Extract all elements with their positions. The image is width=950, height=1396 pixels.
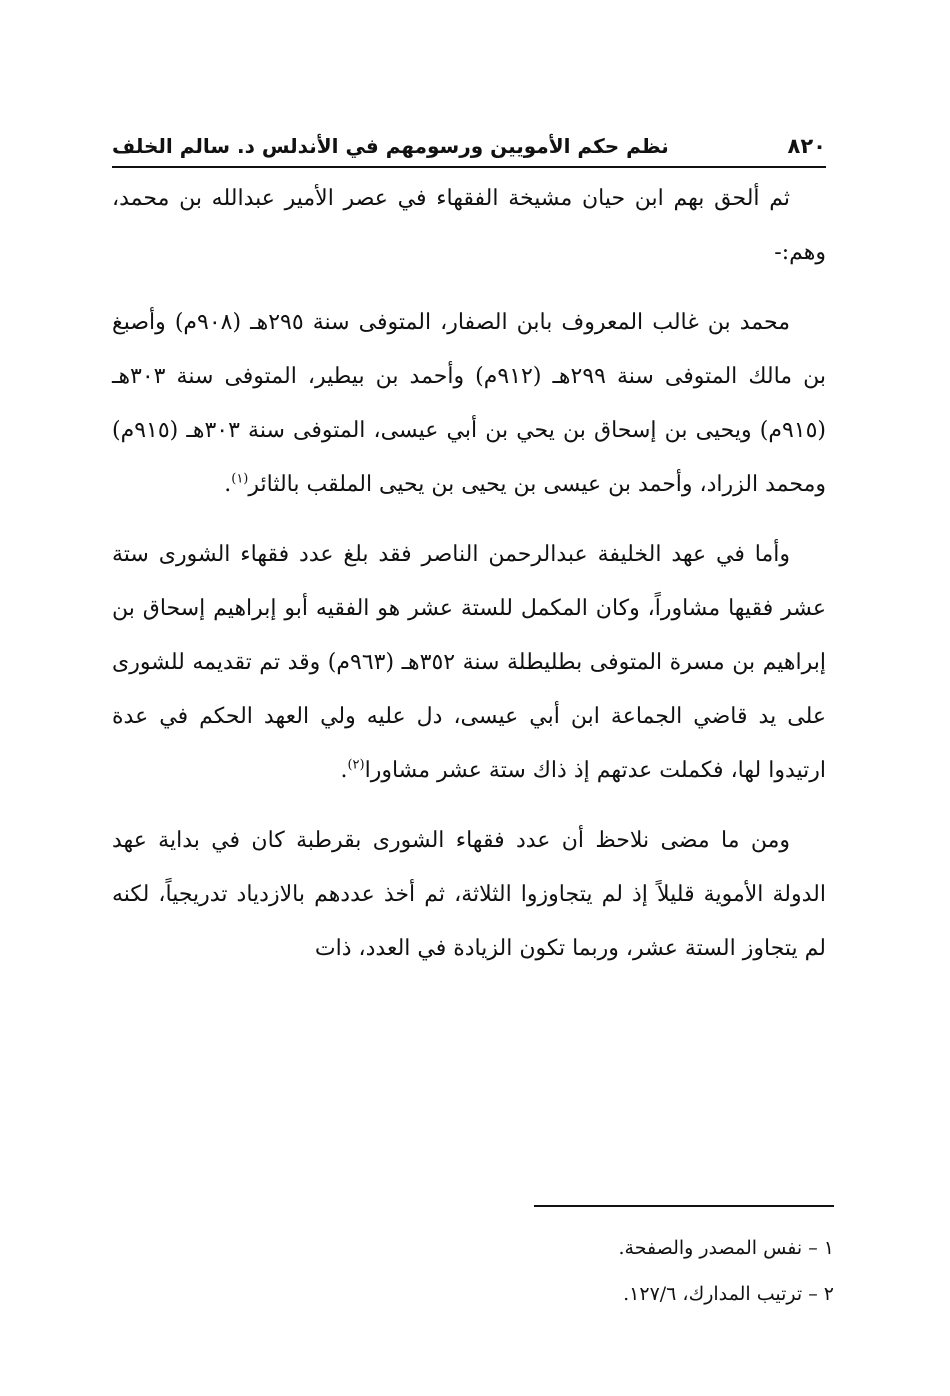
paragraph-3-text: وأما في عهد الخليفة عبدالرحمن الناصر فقد بلغ عدد فقهاء الشورى ستة عشر فقيها مشاوراً، وكان المكمل للستة عشر هو الفقيه أبو إبراهيم إسحاق بن إبراهيم بن مسرة المتوفى بطليطلة سنة ٣٥٢هـ (٩٦٣م) وقد تم تقديمه للشورى على يد قاضي الجماعة ابن أبي عيسى، دل عليه ولي العهد الحكم في عدة ارتيدوا لها، فكملت عدتهم إذ ذاك ستة عشر مشاورا xyxy=(112,542,827,783)
footnote-2: ٢ – ترتيب المدارك، ١٢٧/٦. xyxy=(623,1283,834,1305)
footnote-ref-1: (١) xyxy=(231,471,249,487)
footnote-divider xyxy=(534,1205,834,1207)
paragraph-1: ثم ألحق بهم ابن حيان مشيخة الفقهاء في عصر الأمير عبدالله بن محمد، وهم:- xyxy=(112,186,826,265)
body-text xyxy=(112,172,826,992)
footnote-ref-2: (٢) xyxy=(347,757,365,773)
running-head-title: نظم حكم الأمويين ورسومهم في الأندلس د. سالم الخلف xyxy=(112,134,669,158)
paragraph-2-text: محمد بن غالب المعروف بابن الصفار، المتوفى سنة ٢٩٥هـ (٩٠٨م) وأصبغ بن مالك المتوفى سنة ٢٩٩هـ (٩١٢م) وأحمد بن بيطير، المتوفى سنة ٣٠٣هـ (٩١٥م) ويحيى بن إسحاق بن يحي بن أبي عيسى، المتوفى سنة ٣٠٣هـ (٩١٥م) ومحمد الزراد، وأحمد بن عيسى بن يحيى بن يحيى الملقب بالثائر xyxy=(112,310,826,497)
paragraph-4: ومن ما مضى نلاحظ أن عدد فقهاء الشورى بقرطبة كان في بداية عهد الدولة الأموية قليلاً إذ لم يتجاوزوا الثلاثة، ثم أخذ عددهم بالازدياد تدريجياً، لكنه لم يتجاوز الستة عشر، وربما تكون الزيادة في العدد، ذات xyxy=(112,828,826,961)
paragraph-2: محمد بن غالب المعروف بابن الصفار، المتوفى سنة ٢٩٥هـ (٩٠٨م) وأصبغ بن مالك المتوفى سنة ٢٩٩هـ (٩١٢م) وأحمد بن بيطير، المتوفى سنة ٣٠٣هـ (٩١٥م) ويحيى بن إسحاق بن يحي بن أبي عيسى، المتوفى سنة ٣٠٣هـ (٩١٥م) ومحمد الزراد، وأحمد بن عيسى بن يحيى بن يحيى الملقب بالثائر$^{(١)}$. xyxy=(112,310,826,497)
page-number: ٨٢٠ xyxy=(787,134,826,158)
paragraph-3: وأما في عهد الخليفة عبدالرحمن الناصر فقد بلغ عدد فقهاء الشورى ستة عشر فقيها مشاوراً، وكان المكمل للستة عشر هو الفقيه أبو إبراهيم إسحاق بن إبراهيم بن مسرة المتوفى بطليطلة سنة ٣٥٢هـ (٩٦٣م) وقد تم تقديمه للشورى على يد قاضي الجماعة ابن أبي عيسى، دل عليه ولي العهد الحكم في عدة ارتيدوا لها، فكملت عدتهم إذ ذاك ستة عشر مشاورا$^{(٢)}$. xyxy=(112,542,827,783)
footnotes xyxy=(430,1225,834,1317)
header-divider xyxy=(112,166,826,168)
footnote-1: ١ – نفس المصدر والصفحة. xyxy=(618,1237,834,1259)
running-head xyxy=(112,128,826,164)
